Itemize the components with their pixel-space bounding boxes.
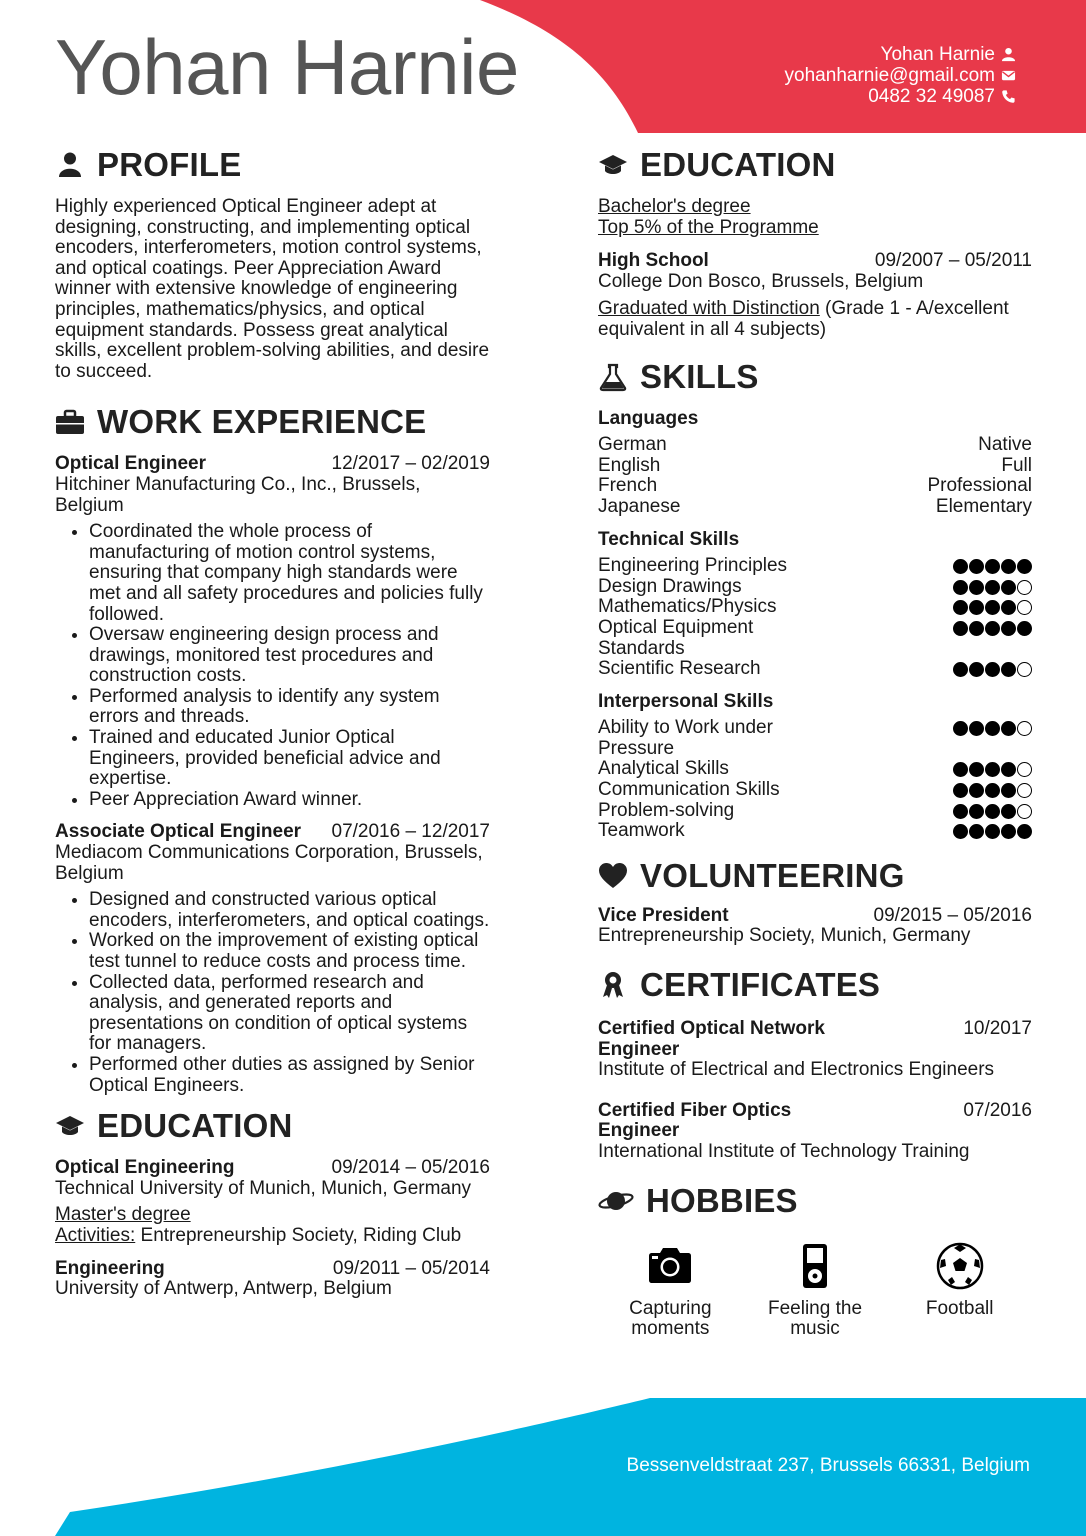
rating-dot-filled	[985, 824, 1000, 839]
job-bullet: • Coordinated the whole process of manufacturing of motion control systems, ensuring that company high standards were met and all safety procedures and policies fully followed.	[89, 522, 490, 625]
skill-rating	[953, 801, 1032, 819]
volunteering-header	[598, 906, 1032, 927]
skills-title: SKILLS	[640, 357, 759, 395]
certificate-header	[598, 1101, 1032, 1142]
rating-dot-filled	[985, 762, 1000, 777]
award-ribbon-icon	[598, 970, 628, 1000]
volunteering-org: Entrepreneurship Society, Munich, Germany	[598, 925, 971, 947]
certificate-date: 07/2016	[963, 1099, 1032, 1121]
education-left-heading	[55, 1104, 490, 1148]
rating-dot-filled	[1001, 824, 1016, 839]
skill-name: Teamwork	[598, 820, 685, 842]
hobby-label: Football	[925, 1297, 994, 1319]
contact-phone[interactable]: 0482 32 49087	[868, 86, 995, 107]
skill-rating	[953, 577, 1032, 595]
skill-rating	[953, 759, 1032, 777]
left-column	[55, 143, 490, 1308]
rating-dot-empty	[1017, 721, 1032, 736]
skill-row	[598, 597, 1032, 618]
rating-dot-filled	[969, 804, 984, 819]
flask-icon	[598, 362, 628, 392]
job-entry	[55, 454, 490, 810]
education-dates: 09/2011 – 05/2014	[332, 1257, 490, 1279]
rating-dot-filled	[985, 721, 1000, 736]
education-activities	[55, 1226, 490, 1247]
job-bullets	[55, 522, 490, 810]
volunteering-dates: 09/2015 – 05/2016	[873, 904, 1032, 926]
rating-dot-filled	[969, 621, 984, 636]
rating-dot-filled	[953, 804, 968, 819]
skill-rating	[953, 659, 1032, 677]
rating-dot-empty	[1017, 662, 1032, 677]
job-company: Mediacom Communications Corporation, Brussels, Belgium	[55, 842, 483, 884]
language-row	[598, 456, 1032, 477]
interpersonal-skills-list	[598, 718, 1032, 842]
certificate-header	[598, 1019, 1032, 1060]
candidate-name: Yohan Harnie	[55, 23, 519, 111]
education-left-title: EDUCATION	[97, 1107, 293, 1145]
hobby-label: Feeling the music	[768, 1297, 863, 1340]
language-name: German	[598, 434, 667, 456]
skill-row	[598, 659, 1032, 680]
rating-dot-filled	[953, 783, 968, 798]
graduation-cap-icon	[598, 150, 628, 180]
job-bullet: • Peer Appreciation Award winner.	[89, 790, 490, 811]
skill-rating	[953, 821, 1032, 839]
language-level: Elementary	[935, 495, 1032, 517]
certificate-date: 10/2017	[963, 1018, 1032, 1040]
planet-icon	[598, 1186, 634, 1216]
hobby-item	[743, 1241, 888, 1340]
education-header	[598, 251, 1032, 272]
interpersonal-skills-label: Interpersonal Skills	[598, 690, 774, 712]
football-icon	[935, 1241, 985, 1291]
hobby-item	[887, 1241, 1032, 1340]
skill-row	[598, 618, 1032, 659]
job-title: Associate Optical Engineer	[55, 821, 302, 843]
skill-row	[598, 556, 1032, 577]
envelope-icon	[1001, 68, 1016, 83]
person-icon	[55, 150, 85, 180]
rating-dot-filled	[1001, 600, 1016, 615]
skill-name: Design Drawings	[598, 575, 742, 597]
volunteering-title: VOLUNTEERING	[640, 856, 905, 894]
certificate-title: Certified Fiber Optics Engineer	[598, 1099, 792, 1142]
education-title: Optical Engineering	[55, 1157, 235, 1179]
skill-name: Ability to Work under Pressure	[598, 717, 773, 759]
rating-dot-filled	[969, 721, 984, 736]
certificate-issuer: Institute of Electrical and Electronics Engineers	[598, 1059, 995, 1081]
skill-row	[598, 801, 1032, 822]
rating-dot-filled	[969, 762, 984, 777]
skill-row	[598, 821, 1032, 842]
technical-skills-label: Technical Skills	[598, 528, 740, 550]
education-entry	[55, 1158, 490, 1246]
job-dates: 07/2016 – 12/2017	[331, 821, 490, 843]
rating-dot-filled	[1001, 804, 1016, 819]
skill-name: Communication Skills	[598, 779, 780, 801]
job-bullets	[55, 890, 490, 1096]
contact-email-row	[785, 65, 1016, 86]
education-degree: Bachelor's degree	[598, 196, 751, 217]
rating-dot-filled	[985, 621, 1000, 636]
hobby-label: Capturing moments	[629, 1297, 712, 1340]
contact-block	[785, 44, 1016, 107]
volunteering-role: Vice President	[598, 904, 729, 926]
rating-dot-filled	[1017, 621, 1032, 636]
rating-dot-filled	[985, 804, 1000, 819]
hobby-item	[598, 1241, 743, 1340]
footer-address: Bessenveldstraat 237, Brussels 66331, Belgium	[626, 1455, 1030, 1476]
skill-rating	[953, 718, 1032, 736]
skill-name: Mathematics/Physics	[598, 596, 777, 618]
rating-dot-empty	[1017, 783, 1032, 798]
certificate-issuer: International Institute of Technology Training	[598, 1141, 970, 1162]
activities-text: Entrepreneurship Society, Riding Club	[135, 1224, 462, 1246]
education-note: Top 5% of the Programme	[598, 216, 819, 238]
skill-row	[598, 577, 1032, 598]
rating-dot-filled	[953, 662, 968, 677]
rating-dot-filled	[953, 621, 968, 636]
skill-rating	[953, 618, 1032, 636]
person-icon	[1001, 47, 1016, 62]
technical-skills-list	[598, 556, 1032, 680]
job-bullet: • Worked on the improvement of existing optical test tunnel to reduce costs and process time.	[89, 931, 490, 972]
right-column	[598, 143, 1032, 1340]
phone-icon	[1001, 89, 1016, 104]
skill-row	[598, 718, 1032, 759]
certificates-title: CERTIFICATES	[640, 966, 881, 1004]
rating-dot-filled	[1001, 621, 1016, 636]
rating-dot-empty	[1017, 762, 1032, 777]
job-dates: 12/2017 – 02/2019	[331, 453, 490, 475]
rating-dot-filled	[985, 662, 1000, 677]
rating-dot-filled	[1017, 559, 1032, 574]
volunteering-heading	[598, 854, 1032, 898]
heart-icon	[598, 861, 628, 891]
rating-dot-filled	[985, 783, 1000, 798]
job-header	[55, 822, 490, 843]
hobbies-list	[598, 1241, 1032, 1340]
education-header	[55, 1158, 490, 1179]
rating-dot-filled	[1001, 762, 1016, 777]
rating-dot-filled	[985, 559, 1000, 574]
rating-dot-filled	[1001, 783, 1016, 798]
skill-rating	[953, 597, 1032, 615]
job-bullet: • Designed and constructed various optical encoders, interferometers, and optical coatings.	[89, 890, 490, 931]
hobbies-title: HOBBIES	[646, 1181, 798, 1219]
language-level: Full	[1001, 454, 1032, 476]
skill-name: Scientific Research	[598, 658, 761, 680]
rating-dot-empty	[1017, 580, 1032, 595]
education-degree: Master's degree	[55, 1204, 191, 1226]
education-school: Technical University of Munich, Munich, Germany	[55, 1177, 472, 1199]
camera-icon	[645, 1241, 695, 1291]
certificate-entry	[598, 1019, 1032, 1081]
language-level: Native	[978, 434, 1032, 456]
activities-label: Activities:	[55, 1224, 136, 1246]
rating-dot-filled	[969, 559, 984, 574]
job-bullet: • Performed other duties as assigned by Senior Optical Engineers.	[89, 1055, 490, 1096]
skill-name: Analytical Skills	[598, 758, 729, 780]
contact-name: Yohan Harnie	[880, 44, 995, 65]
education-school: University of Antwerp, Antwerp, Belgium	[55, 1278, 392, 1300]
skill-rating	[953, 556, 1032, 574]
graduation-cap-icon	[55, 1111, 85, 1141]
hobbies-heading	[598, 1179, 1032, 1223]
rating-dot-filled	[985, 580, 1000, 595]
rating-dot-filled	[953, 600, 968, 615]
contact-email[interactable]: yohanharnie@gmail.com	[784, 65, 995, 86]
rating-dot-filled	[985, 600, 1000, 615]
language-row	[598, 476, 1032, 497]
work-heading	[55, 400, 490, 444]
education-dates: 09/2014 – 05/2016	[331, 1157, 490, 1179]
certificates-heading	[598, 963, 1032, 1007]
profile-text: Highly experienced Optical Engineer adept at designing, constructing, and implementing optical encoders, interferometers, motion control systems, and optical coatings. Peer Appreciation Award winner with extensive knowledge of engineering principles, mathematics/physics, and optical equipment standards. Possess great analytical skills, excellent problem-solving abilities, and desire to succeed.	[55, 196, 490, 382]
skills-heading	[598, 355, 1032, 399]
languages-list	[598, 435, 1032, 517]
job-entry	[55, 822, 490, 1096]
education-school: College Don Bosco, Brussels, Belgium	[598, 270, 924, 292]
rating-dot-filled	[953, 580, 968, 595]
rating-dot-filled	[1001, 580, 1016, 595]
job-header	[55, 454, 490, 475]
profile-title: PROFILE	[97, 146, 242, 183]
rating-dot-filled	[969, 662, 984, 677]
education-title: High School	[598, 250, 709, 272]
rating-dot-filled	[1001, 662, 1016, 677]
rating-dot-filled	[953, 721, 968, 736]
job-company: Hitchiner Manufacturing Co., Inc., Brussels, Belgium	[55, 473, 421, 516]
work-title: WORK EXPERIENCE	[97, 403, 427, 441]
rating-dot-empty	[1017, 600, 1032, 615]
profile-heading	[55, 143, 490, 187]
job-bullet: • Oversaw engineering design process and drawings, monitored test procedures and construction costs.	[89, 625, 490, 687]
distinction-label: Graduated with Distinction	[598, 298, 820, 320]
rating-dot-filled	[969, 580, 984, 595]
language-level: Professional	[927, 475, 1032, 497]
skill-row	[598, 759, 1032, 780]
job-title: Optical Engineer	[55, 453, 206, 475]
language-row	[598, 497, 1032, 518]
rating-dot-filled	[969, 824, 984, 839]
job-bullet: • Collected data, performed research and analysis, and generated reports and presentations on condition of optical systems for managers.	[89, 973, 490, 1055]
rating-dot-filled	[969, 600, 984, 615]
skill-name: Optical Equipment Standards	[598, 616, 754, 659]
rating-dot-filled	[953, 824, 968, 839]
language-name: French	[598, 475, 658, 497]
job-bullet: • Trained and educated Junior Optical Engineers, provided beneficial advice and expertise.	[89, 728, 490, 790]
contact-phone-row	[785, 86, 1016, 107]
education-header	[55, 1259, 490, 1280]
education-right-title: EDUCATION	[640, 146, 836, 183]
job-bullet: • Performed analysis to identify any system errors and threads.	[89, 687, 490, 728]
rating-dot-empty	[1017, 804, 1032, 819]
rating-dot-filled	[953, 559, 968, 574]
rating-dot-filled	[1001, 559, 1016, 574]
rating-dot-filled	[1001, 721, 1016, 736]
education-dates: 09/2007 – 05/2011	[874, 250, 1032, 272]
briefcase-icon	[55, 407, 85, 437]
education-right-heading	[598, 143, 1032, 187]
certificate-entry	[598, 1101, 1032, 1163]
rating-dot-filled	[969, 783, 984, 798]
skill-name: Engineering Principles	[598, 555, 788, 577]
education-distinction	[598, 299, 1032, 340]
education-entry	[55, 1259, 490, 1300]
language-name: Japanese	[598, 495, 681, 517]
education-title: Engineering	[55, 1257, 165, 1279]
skill-rating	[953, 780, 1032, 798]
contact-name-row	[785, 44, 1016, 65]
rating-dot-filled	[1017, 824, 1032, 839]
language-name: English	[598, 454, 661, 476]
certificate-title: Certified Optical Network Engineer	[598, 1018, 825, 1060]
language-row	[598, 435, 1032, 456]
languages-label: Languages	[598, 407, 699, 429]
music-player-icon	[790, 1241, 840, 1291]
distinction-text: (Grade 1 - A/excellent equivalent in all 4 subjects)	[598, 298, 1009, 340]
skill-name: Problem-solving	[598, 799, 735, 821]
skill-row	[598, 780, 1032, 801]
rating-dot-filled	[953, 762, 968, 777]
